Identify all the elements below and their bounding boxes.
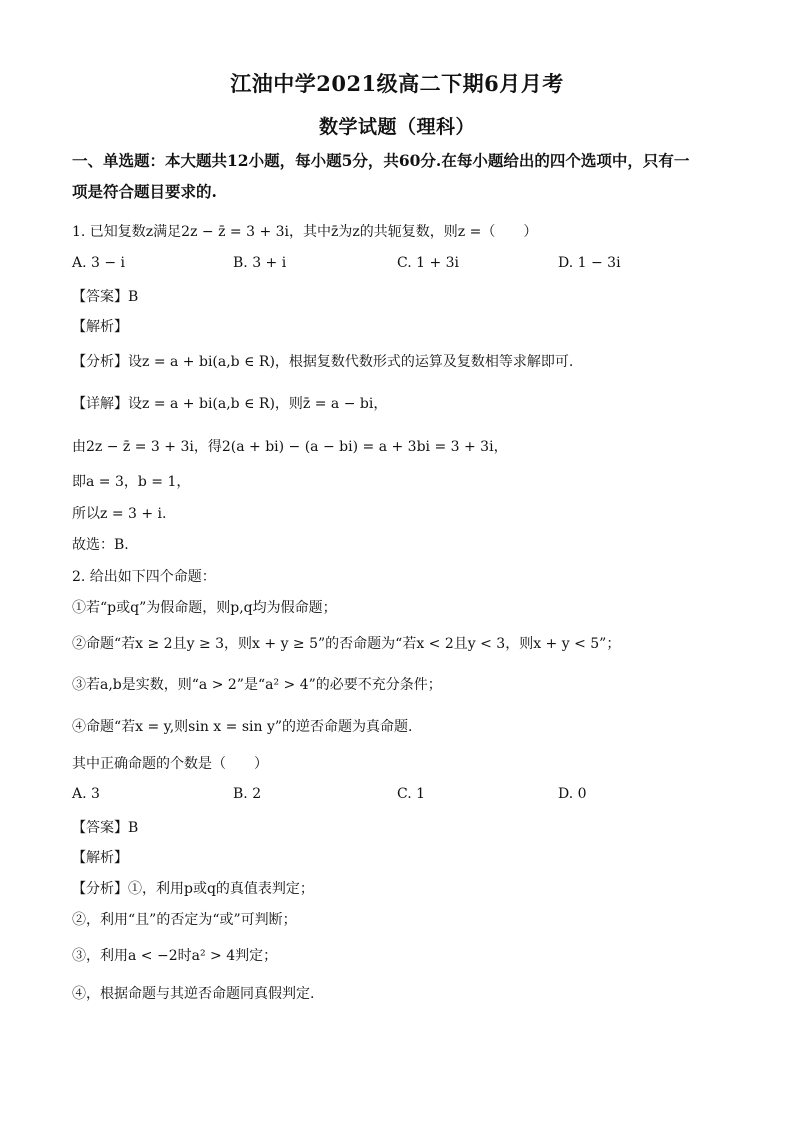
q2-proposition-2: ②命题“若x ≥ 2且y ≥ 3，则x + y ≥ 5”的否命题为“若x < 2且y < 3，则x + y < 5”； [72,636,621,652]
exam-title: 江油中学2021级高二下期6月月考 [230,71,564,96]
q1-analysis-label: 【解析】 [72,319,128,335]
q1-step4: 故选：B. [72,537,129,553]
q2-option-d: D. 0 [558,786,587,802]
exam-subtitle: 数学试题（理科） [318,116,475,138]
q2-analysis-label: 【解析】 [72,850,128,866]
q1-step2: 即a = 3，b = 1， [72,474,191,490]
q2-proposition-4: ④命题“若x = y,则sin x = sin y”的逆否命题为真命题. [72,719,413,735]
section-heading-line1: 一、单选题：本大题共12小题，每小题5分，共60分.在每小题给出的四个选项中，只有一 [72,151,690,170]
q1-detail: 【详解】设z = a + bi(a,b ∈ R)，则z̄ = a − bi， [72,396,388,412]
q2-proposition-3: ③若a,b是实数，则“a > 2”是“a² > 4”的必要不充分条件； [72,677,442,693]
q2-stem: 2. 给出如下四个命题： [72,569,216,585]
q1-step3: 所以z = 3 + i. [72,506,167,522]
q2-proposition-1: ①若“p或q”为假命题，则p,q均为假命题； [72,600,337,616]
q2-answer: 【答案】B [72,820,139,836]
q1-option-d: D. 1 − 3i [558,255,621,271]
q2-option-a: A. 3 [72,786,100,802]
q1-step1: 由2z − z̄ = 3 + 3i，得2(a + bi) − (a − bi) = a + 3bi = 3 + 3i， [72,439,508,455]
q2-analysis-3: ③，利用a < −2时a² > 4判定； [72,948,278,964]
q2-analysis-2: ②，利用“且”的否定为“或”可判断； [72,912,297,928]
q2-analysis-1: 【分析】①，利用p或q的真值表判定； [72,881,314,897]
q1-option-a: A. 3 − i [72,255,126,271]
q2-analysis-4: ④，根据命题与其逆否命题同真假判定. [72,986,315,1002]
q1-option-c: C. 1 + 3i [397,255,460,271]
q1-option-b: B. 3 + i [233,255,287,271]
q2-option-c: C. 1 [397,786,426,802]
q2-option-b: B. 2 [233,786,262,802]
q1-stem: 1. 已知复数z满足2z − z̄ = 3 + 3i，其中z̄为z的共轭复数，则z =（ ） [72,224,538,240]
q1-answer: 【答案】B [72,289,139,305]
q2-question: 其中正确命题的个数是（ ） [72,756,268,772]
section-heading-line2: 项是符合题目要求的. [72,182,217,201]
q1-fenxi: 【分析】设z = a + bi(a,b ∈ R)，根据复数代数形式的运算及复数相等求解即可. [72,354,574,370]
